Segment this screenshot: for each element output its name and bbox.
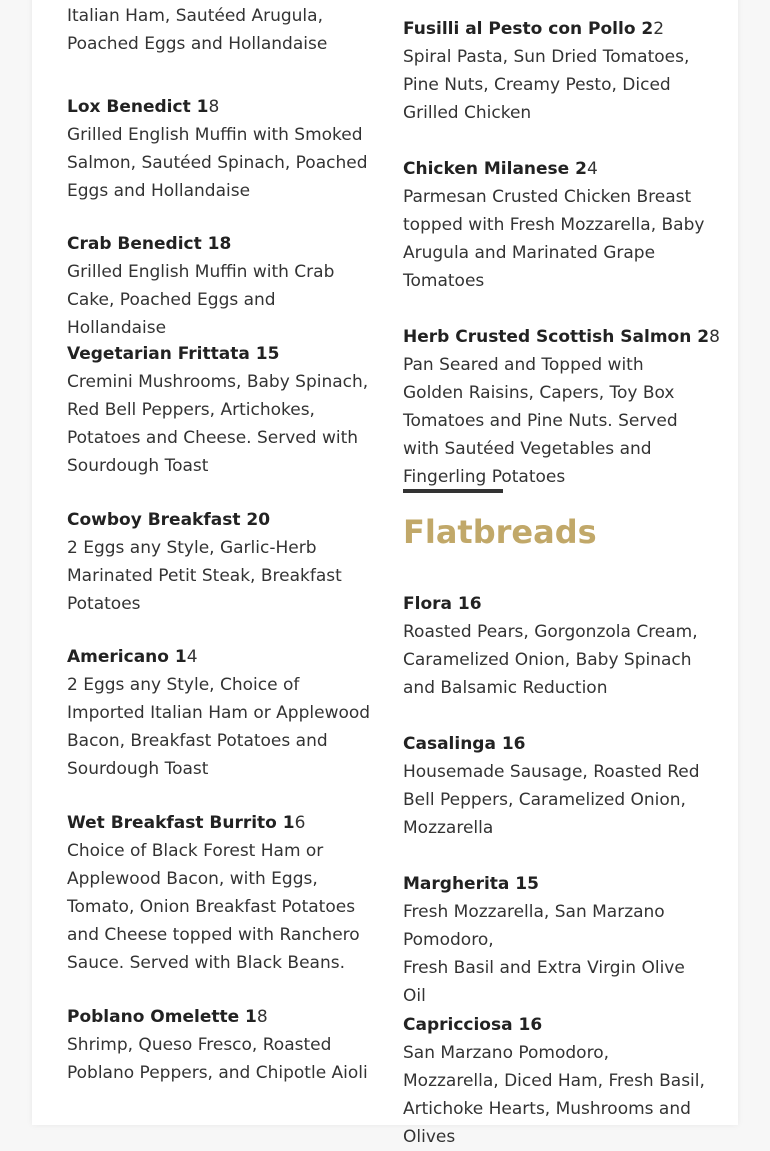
menu-item (403, 323, 720, 491)
item-name (67, 1003, 372, 1031)
section-title-flatbreads: Flatbreads (403, 513, 597, 551)
item-name (403, 1011, 708, 1039)
item-name-main: Cowboy Breakfast 20 (67, 510, 271, 530)
menu-item (403, 15, 708, 127)
item-description: Italian Ham, Sautéed Arugula, Poached Eggs and Hollandaise (67, 6, 328, 54)
item-description: Shrimp, Queso Fresco, Roasted Poblano Peppers, and Chipotle Aioli (67, 1035, 368, 1083)
item-name-main: Margherita 15 (403, 874, 539, 894)
menu-item (403, 1011, 708, 1151)
item-name-main: Flora 16 (403, 594, 482, 614)
item-name-main: Crab Benedict 18 (67, 234, 232, 254)
menu-item (403, 730, 708, 842)
menu-item (67, 643, 372, 783)
item-name (403, 590, 708, 618)
item-description: 2 Eggs any Style, Choice of Imported Italian Ham or Applewood Bacon, Breakfast Potatoes and Sourdough Toast (67, 675, 371, 779)
item-name-price-digit: 8 (256, 1007, 268, 1027)
item-name-price-digit: 8 (709, 327, 720, 347)
item-name-main: Chicken Milanese 2 (403, 159, 587, 179)
item-name-main: Americano 1 (67, 647, 187, 667)
item-description: Grilled English Muffin with Smoked Salmon, Sautéed Spinach, Poached Eggs and Hollandaise (67, 125, 368, 201)
item-name-main: Vegetarian Frittata 15 (67, 344, 280, 364)
item-name-main: Casalinga 16 (403, 734, 526, 754)
item-name (67, 93, 372, 121)
item-description: Grilled English Muffin with Crab Cake, Poached Eggs and Hollandaise (67, 262, 335, 338)
menu-item (67, 809, 372, 977)
menu-item (67, 230, 372, 342)
item-description: San Marzano Pomodoro, Mozzarella, Diced Ham, Fresh Basil, Artichoke Hearts, Mushrooms and Olives (403, 1043, 705, 1147)
menu-item (403, 155, 708, 295)
item-description: Choice of Black Forest Ham or Applewood Bacon, with Eggs, Tomato, Onion Breakfast Potatoes and Cheese topped with Ranchero Sauce. Served with Black Beans. (67, 841, 360, 973)
item-name (403, 323, 720, 351)
item-description: Housemade Sausage, Roasted Red Bell Peppers, Caramelized Onion, Mozzarella (403, 762, 700, 838)
item-name-main: Wet Breakfast Burrito 1 (67, 813, 295, 833)
item-description: 2 Eggs any Style, Garlic-Herb Marinated Petit Steak, Breakfast Potatoes (67, 538, 342, 614)
item-name-main: Poblano Omelette 1 (67, 1007, 257, 1027)
item-name-price-digit: 4 (186, 647, 198, 667)
item-name (403, 870, 708, 898)
menu-item (67, 1003, 372, 1087)
menu-item (67, 0, 372, 58)
item-name (67, 506, 372, 534)
item-name-price-digit: 2 (653, 19, 665, 39)
item-name (67, 230, 372, 258)
item-name (67, 809, 372, 837)
item-description: Roasted Pears, Gorgonzola Cream, Caramelized Onion, Baby Spinach and Balsamic Reduction (403, 622, 698, 698)
item-name (67, 643, 372, 671)
item-description: Cremini Mushrooms, Baby Spinach, Red Bell Peppers, Artichokes, Potatoes and Cheese. Served with Sourdough Toast (67, 372, 369, 476)
item-name (403, 730, 708, 758)
item-description: Spiral Pasta, Sun Dried Tomatoes, Pine Nuts, Creamy Pesto, Diced Grilled Chicken (403, 47, 690, 123)
item-name-main: Lox Benedict 1 (67, 97, 209, 117)
menu-item (67, 93, 372, 205)
section-divider (403, 489, 503, 493)
menu-item (403, 590, 708, 702)
menu-item (67, 506, 372, 618)
item-name-price-digit: 4 (586, 159, 598, 179)
item-description: Pan Seared and Topped with Golden Raisins, Capers, Toy Box Tomatoes and Pine Nuts. Served with Sautéed Vegetables and Fingerling Potatoes (403, 355, 678, 487)
item-name (403, 15, 708, 43)
item-description: Fresh Mozzarella, San Marzano Pomodoro, Fresh Basil and Extra Virgin Olive Oil (403, 902, 685, 1006)
item-name-price-digit: 8 (208, 97, 220, 117)
item-name (403, 155, 708, 183)
item-description: Parmesan Crusted Chicken Breast topped with Fresh Mozzarella, Baby Arugula and Marinated Grape Tomatoes (403, 187, 705, 291)
item-name-main: Herb Crusted Scottish Salmon 2 (403, 327, 710, 347)
menu-item (67, 340, 372, 480)
menu-item (403, 870, 708, 1010)
item-name-price-digit: 6 (294, 813, 306, 833)
item-name-main: Fusilli al Pesto con Pollo 2 (403, 19, 654, 39)
item-name (67, 340, 372, 368)
item-name-main: Capricciosa 16 (403, 1015, 543, 1035)
